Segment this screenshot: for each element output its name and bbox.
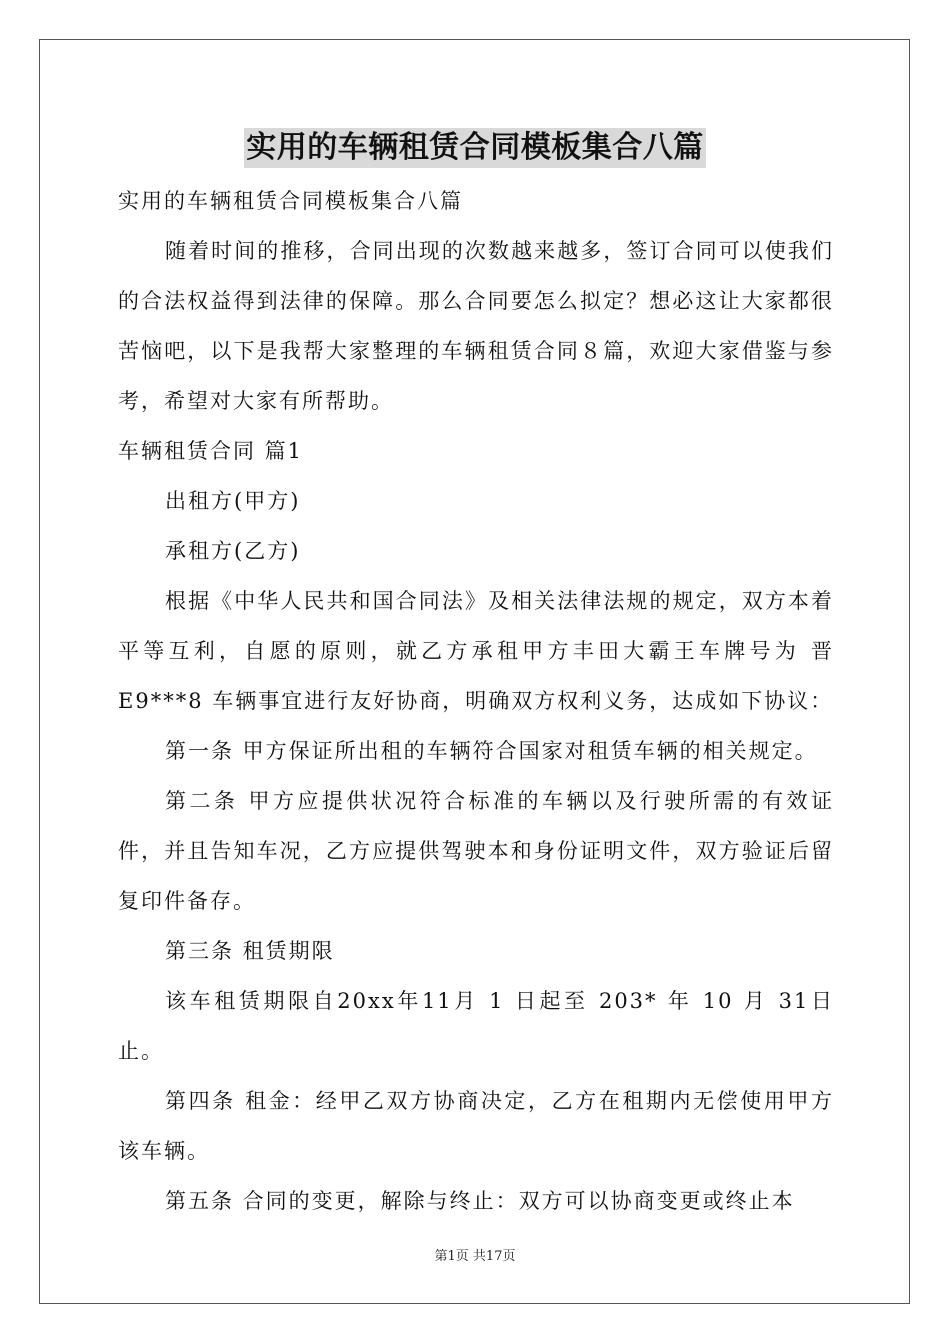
body-paragraph: 第五条 合同的变更，解除与终止：双方可以协商变更或终止本 — [165, 1189, 795, 1213]
body-paragraph: 第四条 租金：经甲乙双方协商决定，乙方在租期内无偿使用甲方该车辆。 — [118, 1089, 834, 1163]
title-area — [0, 128, 950, 168]
document-body — [118, 176, 834, 1226]
body-paragraph: 根据《中华人民共和国合同法》及相关法律法规的规定，双方本着平等互利，自愿的原则，就乙方承租甲方丰田大霸王车牌号为 晋E9***8 车辆事宜进行友好协商，明确双方权利义务，达成如下协议： — [118, 589, 834, 713]
body-paragraph: 第三条 租赁期限 — [165, 939, 335, 963]
body-paragraph: 第二条 甲方应提供状况符合标准的车辆以及行驶所需的有效证件，并且告知车况，乙方应提供驾驶本和身份证明文件，双方验证后留复印件备存。 — [118, 789, 834, 913]
body-paragraph: 第一条 甲方保证所出租的车辆符合国家对租赁车辆的相关规定。 — [165, 739, 818, 763]
body-paragraph: 实用的车辆租赁合同模板集合八篇 — [118, 189, 463, 213]
body-paragraph: 车辆租赁合同 篇1 — [118, 439, 304, 463]
page-footer: 第1页 共17页 — [434, 1249, 516, 1264]
body-paragraph: 随着时间的推移，合同出现的次数越来越多，签订合同可以使我们的合法权益得到法律的保障。那么合同要怎么拟定？想必这让大家都很苦恼吧，以下是我帮大家整理的车辆租赁合同８篇，欢迎大家借鉴与参考，希望对大家有所帮助。 — [118, 239, 834, 413]
document-title: 实用的车辆租赁合同模板集合八篇 — [244, 128, 706, 168]
body-paragraph: 承租方(乙方) — [165, 539, 301, 563]
body-paragraph: 出租方(甲方) — [165, 489, 301, 513]
body-paragraph: 该车租赁期限自20xx年11月 1 日起至 203* 年 10 月 31日止。 — [118, 989, 834, 1063]
